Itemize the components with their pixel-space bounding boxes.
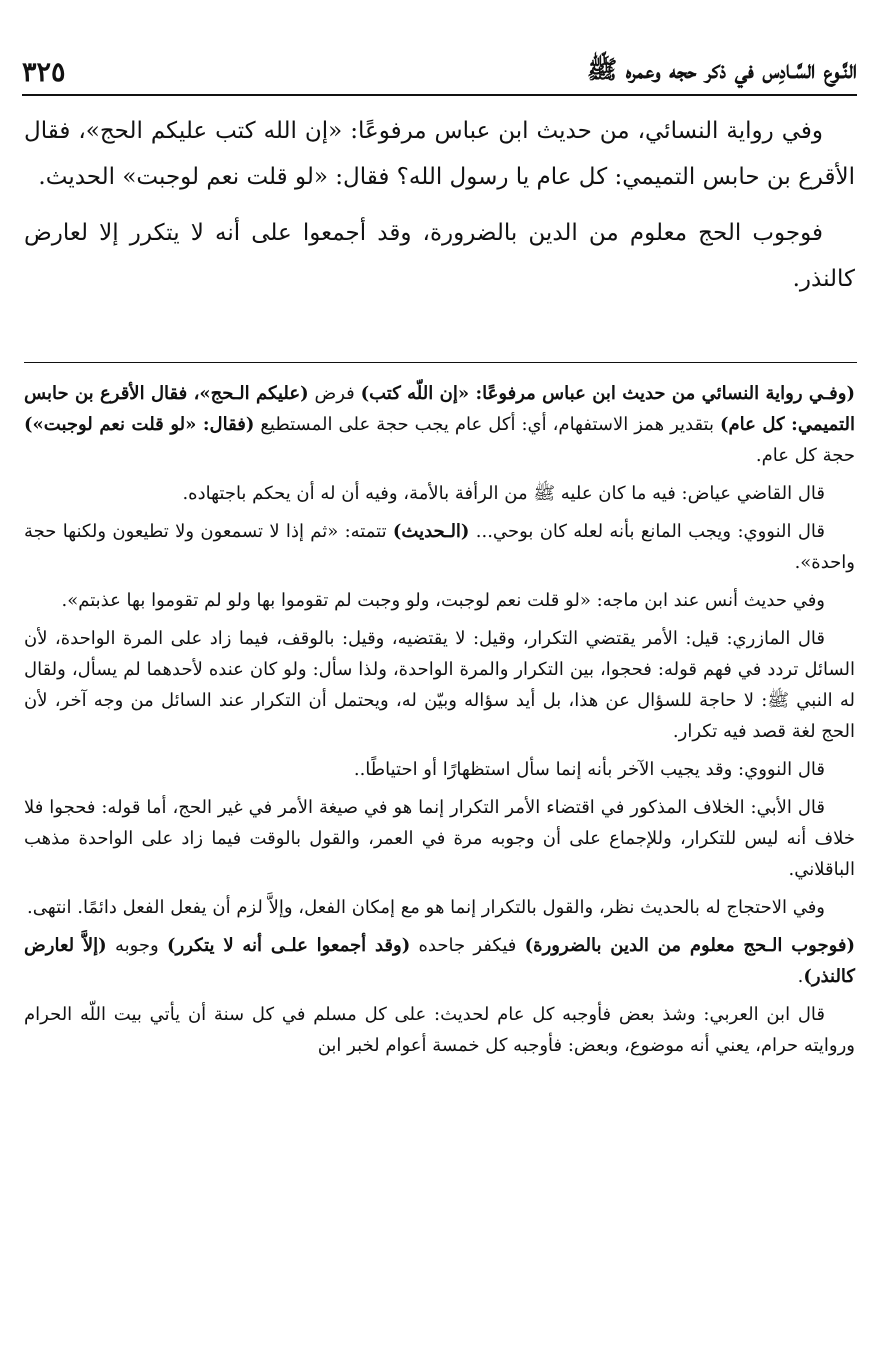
page-number: ٣٢٥ bbox=[22, 56, 66, 88]
commentary-paragraph: وفي الاحتجاج له بالحديث نظر، والقول بالتكرار إنما هو مع إمكان الفعل، وإلاَّ لزم أن يفعل الفعل دائمًا. انتهى. bbox=[27, 897, 825, 918]
separator-line bbox=[24, 362, 857, 363]
quoted-text: (فقال: «لو قلت نعم لوجبت») bbox=[24, 414, 255, 435]
commentary-text: . bbox=[797, 966, 804, 987]
main-paragraph: فوجوب الحج معلوم من الدين بالضرورة، وقد أجمعوا على أنه لا يتكرر إلا لعارض كالنذر. bbox=[24, 220, 855, 292]
quoted-text: (إلاَّ لعارض كالنذر) bbox=[24, 935, 855, 987]
commentary-paragraph bbox=[24, 516, 855, 578]
commentary-text: قال النووي: ويجب المانع بأنه لعله كان بوحي... bbox=[469, 521, 825, 542]
commentary-paragraph: قال القاضي عياض: فيه ما كان عليه ﷺ من الرأفة بالأمة، وفيه أن له أن يحكم باجتهاده. bbox=[182, 483, 825, 504]
commentary-text: فرض bbox=[308, 383, 361, 404]
page-header bbox=[22, 50, 857, 96]
commentary-paragraph bbox=[24, 378, 855, 471]
quoted-text: (وقد أجمعوا علـى أنه لا يتكرر) bbox=[167, 935, 411, 956]
main-paragraph: وفي رواية النسائي، من حديث ابن عباس مرفوعًا: «إن الله كتب عليكم الحج»، فقال الأقرع بن حابس التميمي: كل عام يا رسول الله؟ فقال: «لو قلت نعم لوجبت» الحديث. bbox=[24, 118, 855, 190]
commentary bbox=[24, 378, 855, 1068]
commentary-text: فيكفر جاحده bbox=[410, 935, 525, 956]
quoted-text: (فوجوب الـحج معلوم من الدين بالضرورة) bbox=[524, 935, 855, 956]
running-title: النَّـوع السَّـادِس في ذكر حجه وعمره ﷺ bbox=[586, 54, 857, 84]
quoted-text: (وفـي رواية النسائي من حديث ابن عباس مرفوعًا: «إن اللّه كتب) bbox=[360, 383, 855, 404]
commentary-text: وجوبه bbox=[106, 935, 167, 956]
commentary-paragraph: قال ابن العربي: وشذ بعض فأوجبه كل عام لحديث: على كل مسلم في كل سنة أن يأتي بيت اللّه الحرام وروايته حرام، يعني أنه موضوع، وبعض: فأوجبه كل خمسة أعوام لخبر ابن bbox=[24, 1004, 855, 1056]
commentary-text: حجة كل عام. bbox=[755, 445, 855, 466]
commentary-paragraph: وفي حديث أنس عند ابن ماجه: «لو قلت نعم لوجبت، ولو وجبت لم تقوموا بها ولو لم تقوموا بها عذبتم». bbox=[61, 590, 825, 611]
commentary-paragraph: قال المازري: قيل: الأمر يقتضي التكرار، وقيل: لا يقتضيه، وقيل: بالوقف، فيما زاد على المرة الواحدة، لأن السائل تردد في فهم قوله: فحجوا، بين التكرار والمرة الواحدة، ولذا سأل: ولو كان عنده لأحدهما لم يسأل، ولقال له النبي ﷺ: لا حاجة للسؤال عن هذا، بل أيد سؤاله وبيّن له، ويحتمل أن التكرار عند السائل من وجه آخر، لأن الحج لغة قصد فيه تكرار. bbox=[24, 628, 855, 742]
quoted-text: (الـحديث) bbox=[392, 521, 470, 542]
main-text bbox=[24, 108, 855, 312]
commentary-paragraph: قال الأبي: الخلاف المذكور في اقتضاء الأمر التكرار إنما هو في صيغة الأمر في غير الحج، أما قوله: فحجوا فلا خلاف أنه ليس للتكرار، وللإجماع على أن وجوبه مرة في العمر، والقول بالوقت فيما زاد على الواحدة مذهب الباقلاني. bbox=[24, 797, 855, 880]
quoted-text: (عليكم الـحج»، فقال الأقرع بن حابس التميمي: كل عام) bbox=[24, 383, 855, 435]
commentary-text: تتمته: «ثم إذا لا تسمعون ولا تطيعون ولكنها حجة واحدة». bbox=[24, 521, 855, 573]
commentary-text: بتقدير همز الاستفهام، أي: أكل عام يجب حجة على المستطيع bbox=[254, 414, 720, 435]
commentary-paragraph: قال النووي: وقد يجيب الآخر بأنه إنما سأل استظهارًا أو احتياطًا.. bbox=[353, 759, 825, 780]
commentary-paragraph bbox=[24, 930, 855, 992]
